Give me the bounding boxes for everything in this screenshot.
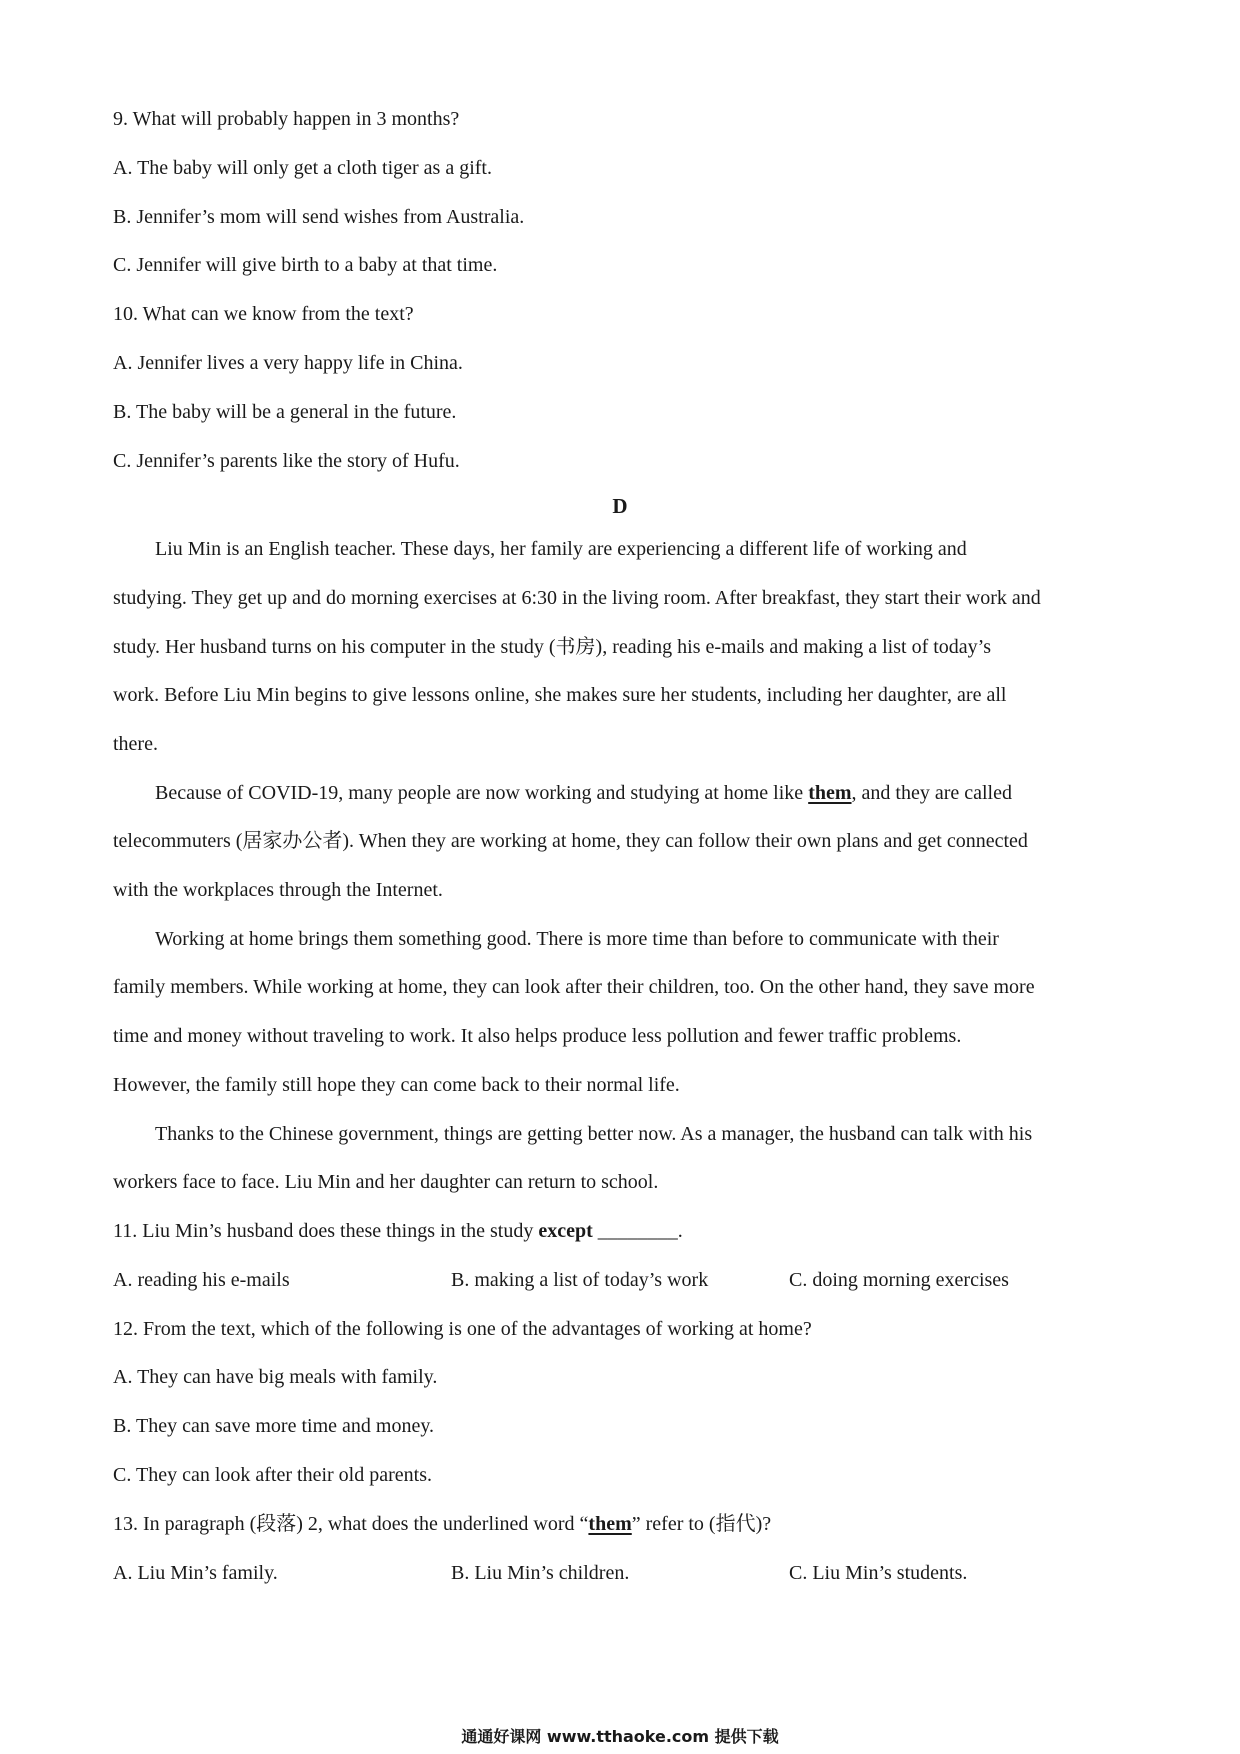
question-12-option-b: B. They can save more time and money. <box>113 1415 435 1437</box>
underlined-word-them: them <box>808 782 852 804</box>
question-10-option-a: A. Jennifer lives a very happy life in China. <box>113 352 463 374</box>
question-9-option-c: C. Jennifer will give birth to a baby at that time. <box>113 254 498 276</box>
question-13-text: ” refer to (指代)? <box>631 1513 772 1535</box>
paragraph-2-line: with the workplaces through the Internet. <box>113 879 443 901</box>
paragraph-1-line: work. Before Liu Min begins to give lessons online, she makes sure her students, including her daughter, are all <box>113 684 1007 706</box>
question-13-option-b: B. Liu Min’s children. <box>451 1562 630 1584</box>
paragraph-4-line: Thanks to the Chinese government, things are getting better now. As a manager, the husband can talk with his <box>155 1123 1033 1145</box>
question-10-stem: 10. What can we know from the text? <box>113 303 414 325</box>
paragraph-2-text: Because of COVID-19, many people are now working and studying at home like <box>155 782 809 804</box>
paragraph-2-text: , and they are called <box>851 782 1012 804</box>
question-12-option-c: C. They can look after their old parents. <box>113 1464 432 1486</box>
footer-watermark: 通通好课网 www.tthaoke.com 提供下载 <box>461 1727 779 1746</box>
question-11-option-a: A. reading his e-mails <box>113 1269 290 1291</box>
question-11-except: except <box>538 1220 593 1242</box>
question-11-blank: ________. <box>592 1220 683 1242</box>
question-9-option-a: A. The baby will only get a cloth tiger as a gift. <box>113 157 492 179</box>
question-13-stem <box>113 1512 771 1536</box>
paragraph-2-line <box>155 781 1012 805</box>
question-13-text: 13. In paragraph (段落) 2, what does the underlined word “ <box>113 1513 589 1535</box>
question-10-option-c: C. Jennifer’s parents like the story of Hufu. <box>113 450 460 472</box>
question-9-stem: 9. What will probably happen in 3 months? <box>113 108 460 130</box>
question-11-stem <box>113 1219 683 1243</box>
paragraph-3-line: family members. While working at home, they can look after their children, too. On the other hand, they save more <box>113 976 1035 998</box>
question-10-option-b: B. The baby will be a general in the future. <box>113 401 457 423</box>
question-12-option-a: A. They can have big meals with family. <box>113 1366 438 1388</box>
question-13-option-a: A. Liu Min’s family. <box>113 1562 278 1584</box>
paragraph-4-line: workers face to face. Liu Min and her daughter can return to school. <box>113 1171 659 1193</box>
paragraph-1-line: there. <box>113 733 158 755</box>
question-13-option-c: C. Liu Min’s students. <box>789 1562 968 1584</box>
underlined-word-them: them <box>588 1513 632 1535</box>
paragraph-2-line: telecommuters (居家办公者). When they are working at home, they can follow their own plans and get connected <box>113 830 1028 852</box>
question-9-option-b: B. Jennifer’s mom will send wishes from Australia. <box>113 206 525 228</box>
paragraph-3-line: Working at home brings them something good. There is more time than before to communicate with their <box>155 928 999 950</box>
paragraph-1-line: Liu Min is an English teacher. These days, her family are experiencing a different life of working and <box>155 538 967 560</box>
question-11-option-b: B. making a list of today’s work <box>451 1269 709 1291</box>
question-11-option-c: C. doing morning exercises <box>789 1269 1009 1291</box>
question-11-text: 11. Liu Min’s husband does these things in the study <box>113 1220 539 1242</box>
section-title: D <box>612 494 628 518</box>
paragraph-3-line: However, the family still hope they can come back to their normal life. <box>113 1074 680 1096</box>
paragraph-1-line: study. Her husband turns on his computer in the study (书房), reading his e-mails and making a list of today’s <box>113 636 992 658</box>
question-12-stem: 12. From the text, which of the following is one of the advantages of working at home? <box>113 1318 812 1340</box>
paragraph-3-line: time and money without traveling to work. It also helps produce less pollution and fewer traffic problems. <box>113 1025 962 1047</box>
paragraph-1-line: studying. They get up and do morning exercises at 6:30 in the living room. After breakfast, they start their work and <box>113 587 1041 609</box>
